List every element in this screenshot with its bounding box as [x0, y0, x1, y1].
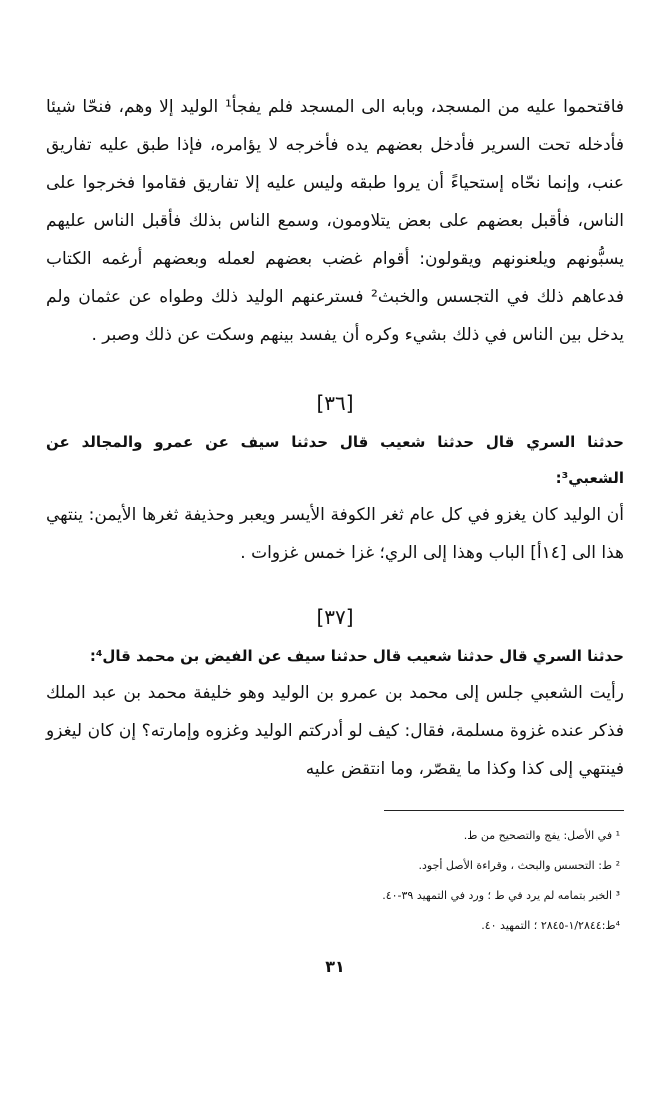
body-paragraph: فاقتحموا عليه من المسجد، وبابه الى المسجد فلم يفجأ¹ الوليد إلا وهم، فنحّا شيئا فأدخله تحت السرير فأدخل بعضهم يده فأخرجه لا يؤامره، فإذا طبق عليه تفاريق عنب، وإنما نحّاه إستحياءً أن يروا طبقه وليس عليه إلا تفاريق فقاموا فخرجوا على الناس، فأقبل بعضهم على بعض يتلاومون، وسمع الناس بذلك فأقبل الناس عليهم يسبُّونهم ويلعنونهم ويقولون: أقوام غضب بعضهم لعمله وبعضهم أرغمه الكتاب فدعاهم ذلك في التجسس والخبث² فسترعنهم الوليد ذلك وطواه عن عثمان ولم يدخل بين الناس في ذلك بشيء وكره أن يفسد بينهم وسكت عن ذلك وصبر . [46, 97, 624, 345]
page-number: ٣١ [325, 957, 345, 976]
footnote: ² ط: التحسس والبحث ، وقراءة الأصل أجود. [418, 859, 620, 872]
footnote: ⁴ط:١/٢٨٤٤-٢٨٤٥ ؛ التمهيد ٤٠. [481, 919, 620, 932]
section-number: [٣٧] [316, 605, 354, 629]
footnote-divider [384, 810, 624, 811]
isnad-chain: حدثنا السري قال حدثنا شعيب قال حدثنا سيف عن عمرو والمجالد عن الشعبي³: [46, 433, 624, 487]
section-text: أن الوليد كان يغزو في كل عام ثغر الكوفة الأيسر ويعبر وحذيفة ثغرها الأيمن: ينتهي هذا الى [١٤أ] الباب وهذا إلى الري؛ غزا خمس غزوات . [46, 505, 624, 563]
footnote: ¹ في الأصل: يفج والتصحيح من ط. [463, 829, 620, 842]
footnotes [46, 821, 624, 941]
section-37 [46, 602, 624, 788]
isnad-chain: حدثنا السري قال حدثنا شعيب قال حدثنا سيف عن الفيض بن محمد قال⁴: [89, 647, 624, 665]
section-number: [٣٦] [316, 391, 354, 415]
footnote: ³ الخبر بتمامه لم يرد في ط ؛ ورد في التمهيد ٣٩-٤٠. [382, 889, 620, 902]
section-text: رأيت الشعبي جلس إلى محمد بن عمرو بن الوليد وهو خليفة محمد بن عبد الملك فذكر عنده غزوة مسلمة، فقال: كيف لو أدركتم الوليد وغزوه وإمارته؟ إن كان ليغزو فينتهي إلى كذا وكذا ما يقصّر، وما انتقض عليه [46, 683, 624, 779]
section-36 [46, 388, 624, 572]
